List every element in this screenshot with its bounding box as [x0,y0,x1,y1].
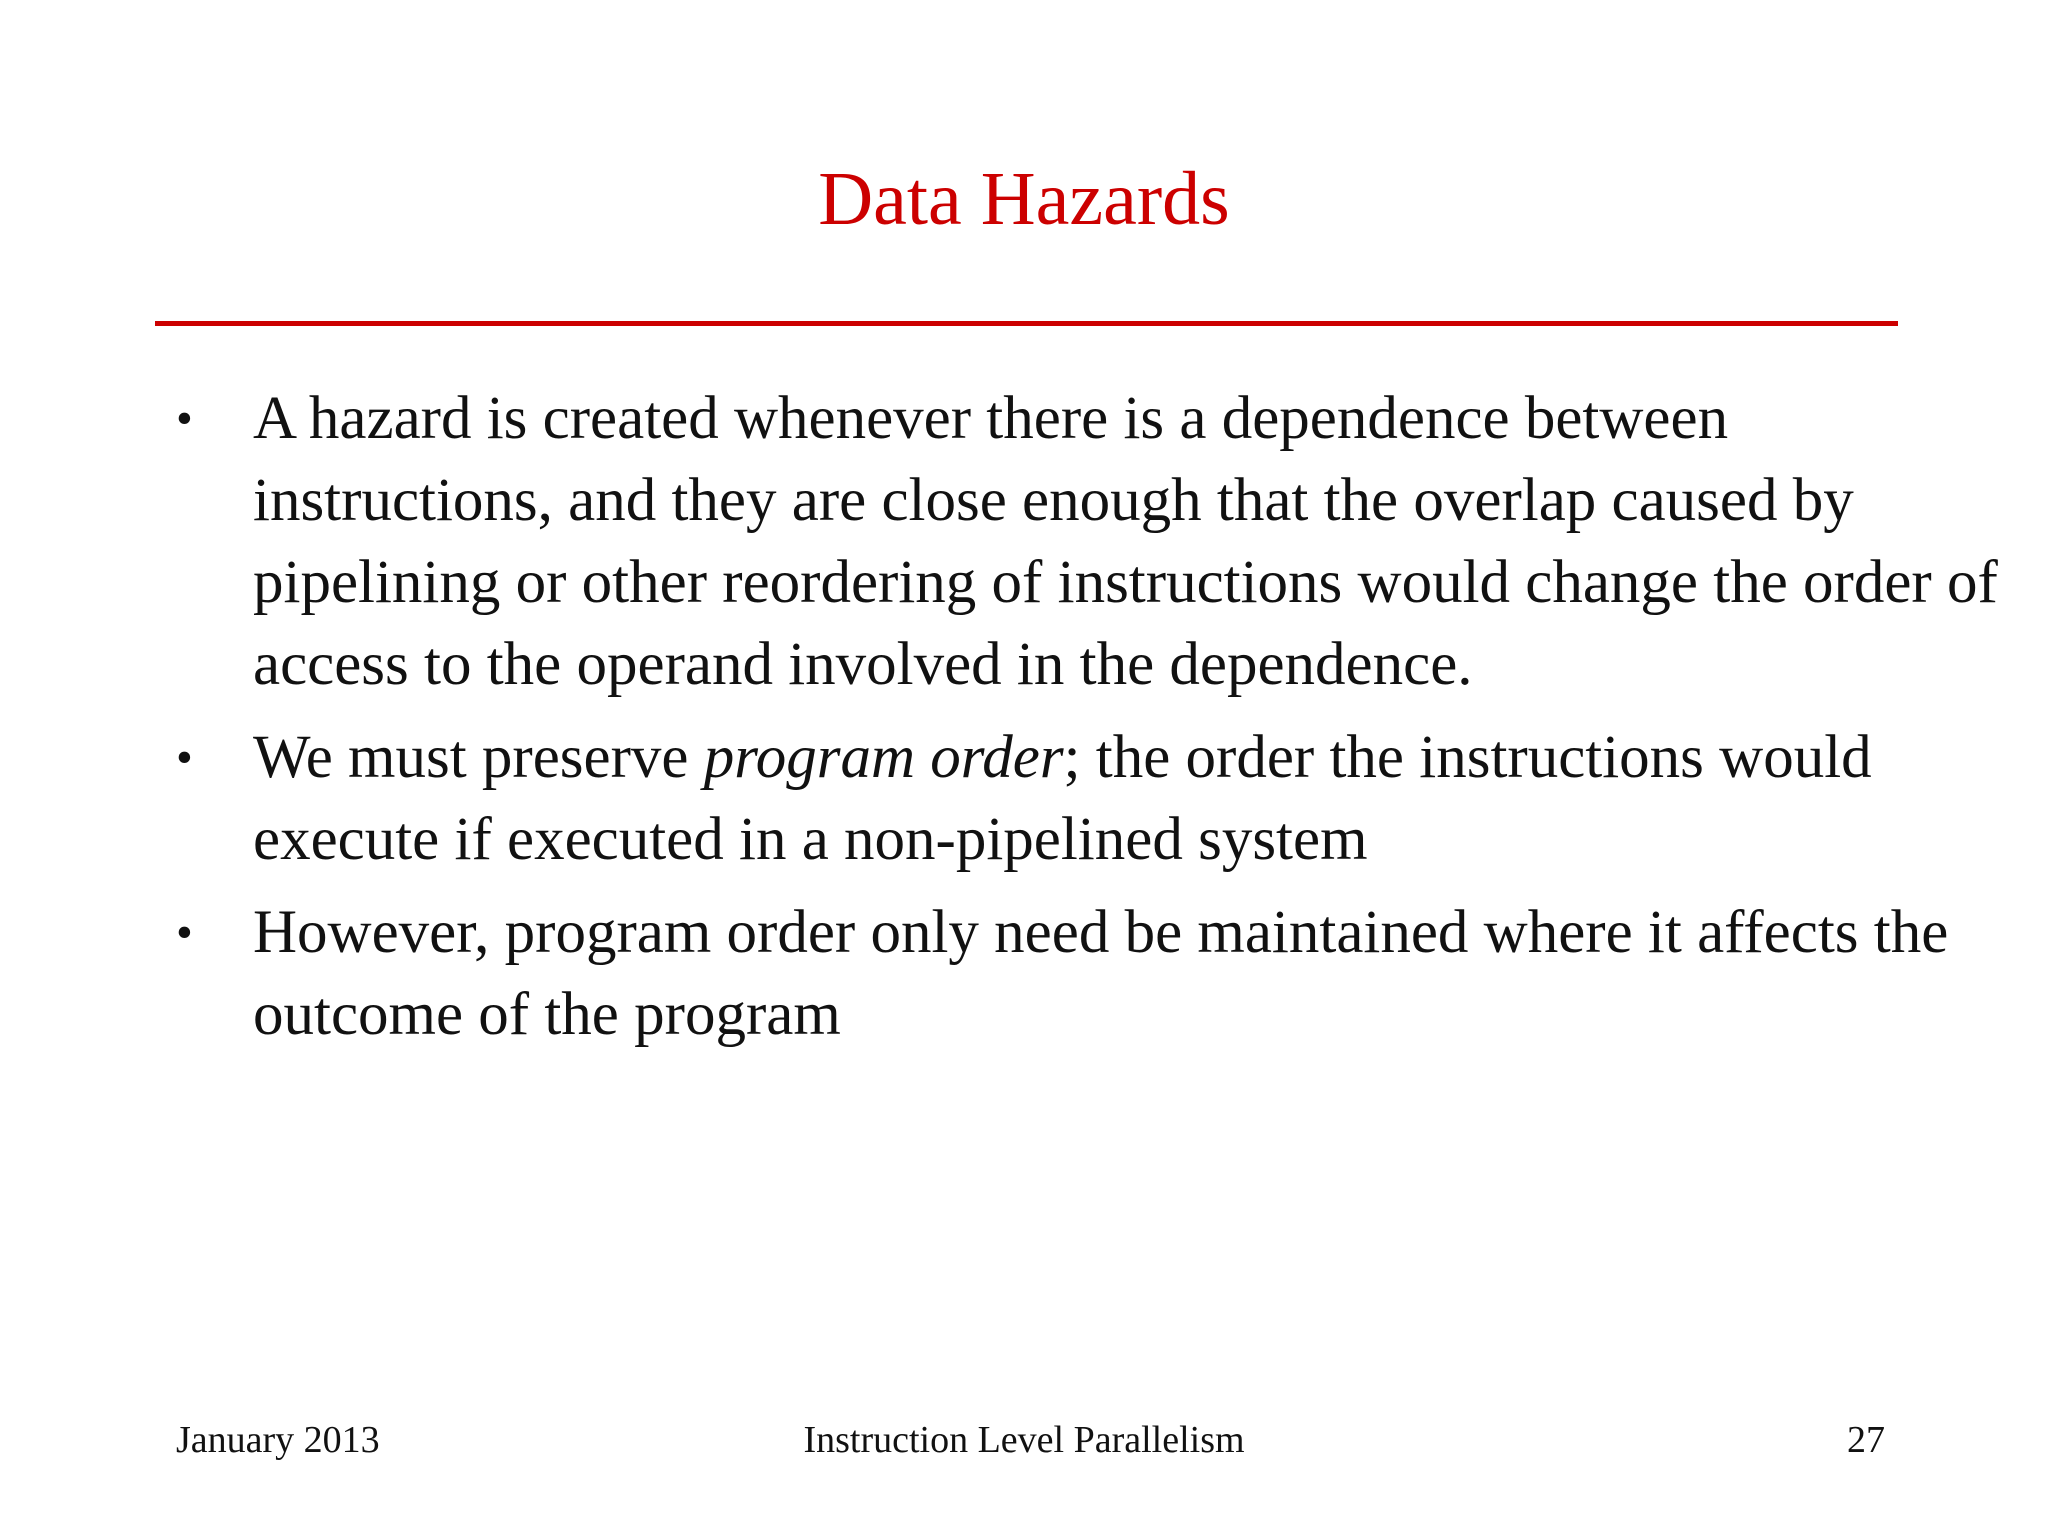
bullet-icon: • [176,906,193,959]
footer-page-number: 27 [1847,1419,1885,1461]
footer-date: January 2013 [176,1419,380,1461]
bullet-text: A hazard is created whenever there is a dependence between instructions, and they are close enough that the overlap caused by pipelining or other reordering of instructions would change the order of access to the operand involved in the dependence. [253,385,1998,698]
bullet-item-hazard-definition [0,378,2013,706]
title-divider [155,321,1898,326]
footer-topic: Instruction Level Parallelism [803,1419,1245,1461]
bullet-item-program-order [0,717,2013,881]
bullet-text: However, program order only need be maintained where it affects the outcome of the program [253,899,1949,1048]
bullet-item-maintain-order [0,892,2013,1056]
bullet-list [0,378,2048,1067]
bullet-text-start: We must preserve [253,724,704,791]
bullet-text-end: ; the order the instructions would execute if executed in a non-pipelined system [253,724,1872,873]
bullet-emphasis: program order [703,724,1064,791]
slide-title: Data Hazards [818,157,1230,241]
bullet-icon: • [176,392,193,445]
bullet-icon: • [176,731,193,784]
